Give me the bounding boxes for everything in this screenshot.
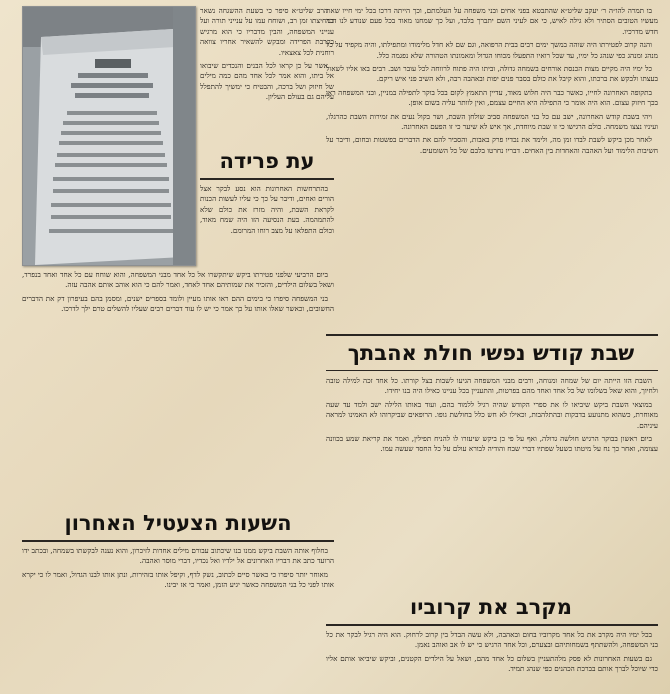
article-column-left-top — [200, 6, 334, 146]
heading-rule — [326, 370, 658, 371]
paragraph: ביום ראשון בבוקר הרגיש חולשה גדולה, ואף על פי כן ביקש שיעזרו לו להניח תפילין, ואמר את קריאת שמע בכוונה עצומה, ואחר כך נח על מיטתו כשעל שפתיו דברי שבח והודיה לבורא עולם על כל החסד שעשה עמו. — [326, 434, 658, 454]
heading-farewell: עת פרידה — [219, 149, 315, 173]
paragraph: מאוחר יותר סיפרו כי כאשר סיים לכתוב, נשק לדף, וקיפל אותו בזהירות, ונתן אותו לבנו הגדול, ואמר לו כי יקרא אותו לפני כל בני המשפחה כאשר יגיע הזמן, ואמר כי אז יבינו. — [22, 569, 334, 590]
paragraph: השבת הזו הייתה יום של שמחה ומנוחה, ורבים מבני המשפחה הגיעו לשבות בצל קורתו. כל אחד זכה למילה טובה ולחיוך, והוא שאל בשלומו של כל אחד ואחד מהם בפרטות, והתעניין בכל עניינו כאילו היה בנו יחידו. — [326, 376, 658, 396]
heading-near-kin: מקרב את קרוביו — [410, 595, 572, 619]
article-column-right-top — [326, 6, 658, 328]
article-column-bottom-right — [326, 630, 658, 690]
paragraph: במוצאי השבת ביקש שיביאו לו את ספרי הקודש שהיה רגיל ללמוד בהם, ועוד באותו הלילה ישב ולמד עד שעה מאוחרת, כשהוא מתנועע בדבקות ובהתלהבות, וכאילו לא חש כלל בחולשת גופו. הרופאים שביקרוהו לא האמינו למראה עיניהם. — [326, 399, 658, 430]
gravestone-photo — [22, 6, 196, 266]
article-column-left-bottom — [22, 546, 334, 690]
paragraph: גם בשעות האחרונות לא פסק מלהתעניין בשלום כל אחד מהם, ושאל על הילדים הקטנים, וביקש שיביאו אותם אליו כדי שיוכל לברך אותם בברכת הכהנים כפי שנהג תמיד. — [326, 653, 658, 674]
paragraph: הרב שליט״א סיפר כי בשעת ההשגחה נשאר במחיצתו זמן רב, ושוחח עמו על ענייני תורה ועל ענייני המשפחה, והבין מדבריו כי הוא מרגיש בקרבת הפרידה ומבקש להשאיר אחריו צוואה רוחנית לכל צאצאיו. — [200, 6, 334, 57]
paragraph: בהתרחשות האחרונות הוא נסע לבקר אצל הורים ואחים, ודיבר על כך כי עליו לעשות הכנות לקראת השבת, והיה מזרז את כולם שלא להתמהמה. בעת הנסיעה הזו היה שמח מאוד, וכולם התפלאו על מצב רוחו המרומם. — [200, 184, 334, 235]
paragraph: ביום הרביעי שלפני פטירתו ביקש שיתקשרו אל כל אחד מבני המשפחה, והוא שוחח עם כל אחד ואחד בנפרד, ושאל בשלום הילדים, והזכיר את שמותיהם אחד לאחד, ואמר להם כי הוא אוהב אותם אהבה עזה. — [22, 270, 334, 290]
paragraph: בו תמרה להו״ה ר׳ יעקב שליט״א שהתבטא בפני אחים ובני משפחה על העלמתם, וכך הייתה דרכו בכל ימי חייו שאת מעשיו הטובים הסתיר ולא גילה לאיש, כי אם לעיני השם יתברך בלבד, ועל כך שמחנו מאוד בכל פעם שנודע לנו דבר חדש מדרכיו. — [326, 6, 658, 36]
heading-rule — [326, 334, 658, 336]
paragraph: לאחר מכן ביקש לשבת לבדו זמן מה, ולימד את נכדיו פרק באבות, והסביר להם את הדברים בפשטות ובחום, ודיבר על חשיבות הלימוד ועל האהבה והאחדות בין האחים. דבריו נחרטו בלבם של כל השומעים. — [326, 135, 658, 155]
heading-rule — [326, 624, 658, 626]
paragraph: בכל ימיו היה מקרב את כל אחד מקרוביו בחום ובאהבה, ולא עשה הבדל בין קרוב לרחוק. הוא היה רגיל לבקר את כל בני המשפחה, ולהשתתף בשמחותיהם ובצערם, וכל אחד הרגיש כי יש לו אב ואוהב נאמן. — [326, 630, 658, 650]
article-column-right-bottom — [326, 376, 658, 582]
paragraph: בני המשפחה סיפרו כי בימים ההם ראו אותו מעיין ולומד בספרים ישנים, ומסמן בהם בעיפרון דק את הדברים החשובים, וכאשר שאלו אותו על כך אמר כי יש לו עוד דברים רבים שעליו להשלים טרם ילך לדרכו. — [22, 293, 334, 314]
paragraph: אשר על כן קראו לכל הבנים והנכדים שיבואו אל ביתו, והוא אמר לכל אחד מהם כמה מילים של חיזוק ושל ברכה, והבטיח כי ימשיך להתפלל עליהם גם בעולם העליון. — [200, 61, 334, 102]
paragraph: כל ימיו היה מקיים מצות הכנסת אורחים בשמחה גדולה, וביתו היה פתוח לרווחה לכל עובר ושב. רבים באו אליו לשאול בעצתו ולבקש את ברכתו, והוא קיבל את כולם בסבר פנים יפות ובאהבה רבה, ולא השיב פני איש ריקם. — [326, 64, 658, 84]
paragraph: והנה קרוב לפטירתו היה שוהה במשך ימים רבים בבית הרפואה, וגם שם לא חדל מלימודו ומתפילתו, והיה מקפיד על כל מנהג ומנהג כפי שנהג כל ימיו, עד שכל רואיו התפעלו מכוחו הגדול ומאמונתו הטהורה שלא נפגמה כלל. — [326, 40, 658, 60]
article-column-left-side — [200, 184, 334, 264]
heading-rule — [200, 178, 334, 180]
paragraph: בתקופה האחרונה לחייו, כאשר כבר היה חלוש מאוד, עדיין התאמץ לקום בכל בוקר לתפילה במניין, ובני המשפחה ראו בכך חיזוק עצום. הוא היה אומר כי התפילה היא החיים עצמם, ואין לוותר עליה בשום אופן. — [326, 87, 658, 108]
heading-rule — [22, 540, 334, 542]
gravestone-illustration — [23, 7, 195, 265]
heading-shabbat: שבת קודש נפשי חולת אהבתך — [347, 341, 635, 365]
article-column-left-middle — [22, 270, 334, 488]
paragraph: בחלוף אותה השבת ביקש ממנו בנו שיכתוב עבורם מילים אחדות לזיכרון, והוא נענה לבקשתו בשמחה, ובכתב ידו הרועד כתב את דבריו האחרונים אל ילדיו ואל נכדיו, דברי מוסר ואהבה. — [22, 546, 334, 566]
paragraph: ויהי בשבת קודש האחרונה, ישב עם כל בני המשפחה סביב שולחן השבת, ושר בקול נעים את זמירות השבת כהרגלו, ועיניו נצצו משמחה. כולם הרגישו כי זו שבת מיוחדת, אך איש לא שיער כי זו הפעם האחרונה. — [326, 111, 658, 132]
heading-last-hours: השעות הצעטיל האחרון — [64, 511, 292, 535]
